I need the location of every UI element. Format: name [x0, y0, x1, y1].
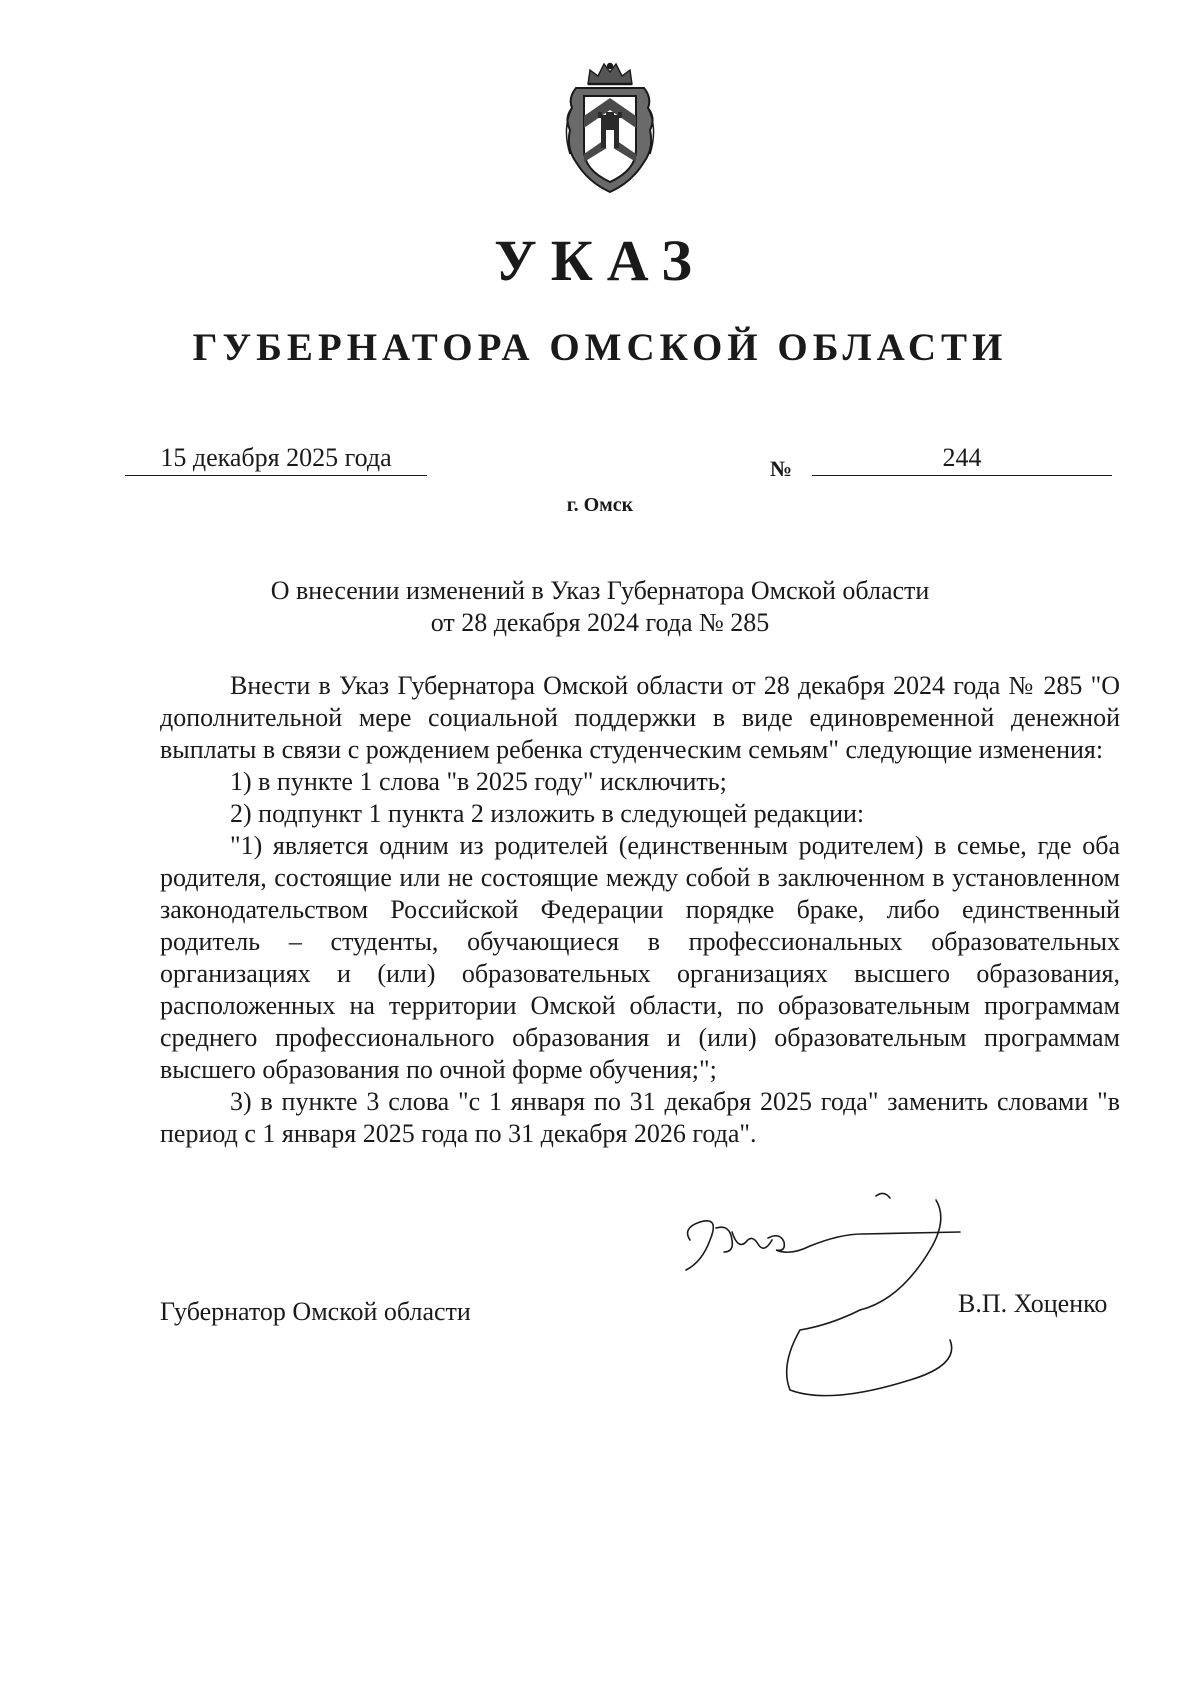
document-heading-line-2: от 28 декабря 2024 года № 285: [430, 608, 770, 637]
signer-name: В.П. Хоценко: [958, 1289, 1108, 1318]
body-paragraph-item-2: 2) подпункт 1 пункта 2 изложить в следующей редакции:: [230, 799, 865, 828]
document-type-title: УКАЗ: [494, 228, 706, 293]
signer-position: Губернатор Омской области: [160, 1297, 471, 1326]
coat-of-arms-icon: [558, 58, 662, 198]
document-number: 244: [812, 443, 1112, 476]
issue-place: г. Омск: [566, 494, 634, 516]
document-date: 15 декабря 2025 года: [125, 443, 427, 476]
document-body: [160, 670, 1120, 1150]
body-paragraph-item-1: 1) в пункте 1 слова "в 2025 году" исключить;: [230, 767, 727, 796]
number-sign: №: [770, 456, 793, 481]
document-heading: [0, 575, 1200, 639]
issuer-title: ГУБЕРНАТОРА ОМСКОЙ ОБЛАСТИ: [192, 326, 1008, 369]
body-paragraph-item-3: 3) в пункте 3 слова "с 1 января по 31 декабря 2025 года" заменить словами "в период с 1 января 2025 года по 31 декабря 2026 года".: [160, 1087, 1120, 1148]
body-paragraph-item-2-text: "1) является одним из родителей (единственным родителем) в семье, где оба родителя, состоящие или не состоящие между собой в заключенном в установленном законодательством Российской Федерации порядке браке, либо единственный родитель – студенты, обучающиеся в профессиональных образовательных организациях и (или) образовательных организациях высшего образования, расположенных на территории Омской области, по образовательным программам среднего профессионального образования и (или) образовательным программам высшего образования по очной форме обучения;";: [160, 831, 1120, 1084]
body-paragraph-intro: Внести в Указ Губернатора Омской области от 28 декабря 2024 года № 285 "О дополнительной мере социальной поддержки в виде единовременной денежной выплаты в связи с рождением ребенка студенческим семьям" следующие изменения:: [160, 671, 1120, 764]
document-heading-line-1: О внесении изменений в Указ Губернатора Омской области: [270, 576, 930, 605]
